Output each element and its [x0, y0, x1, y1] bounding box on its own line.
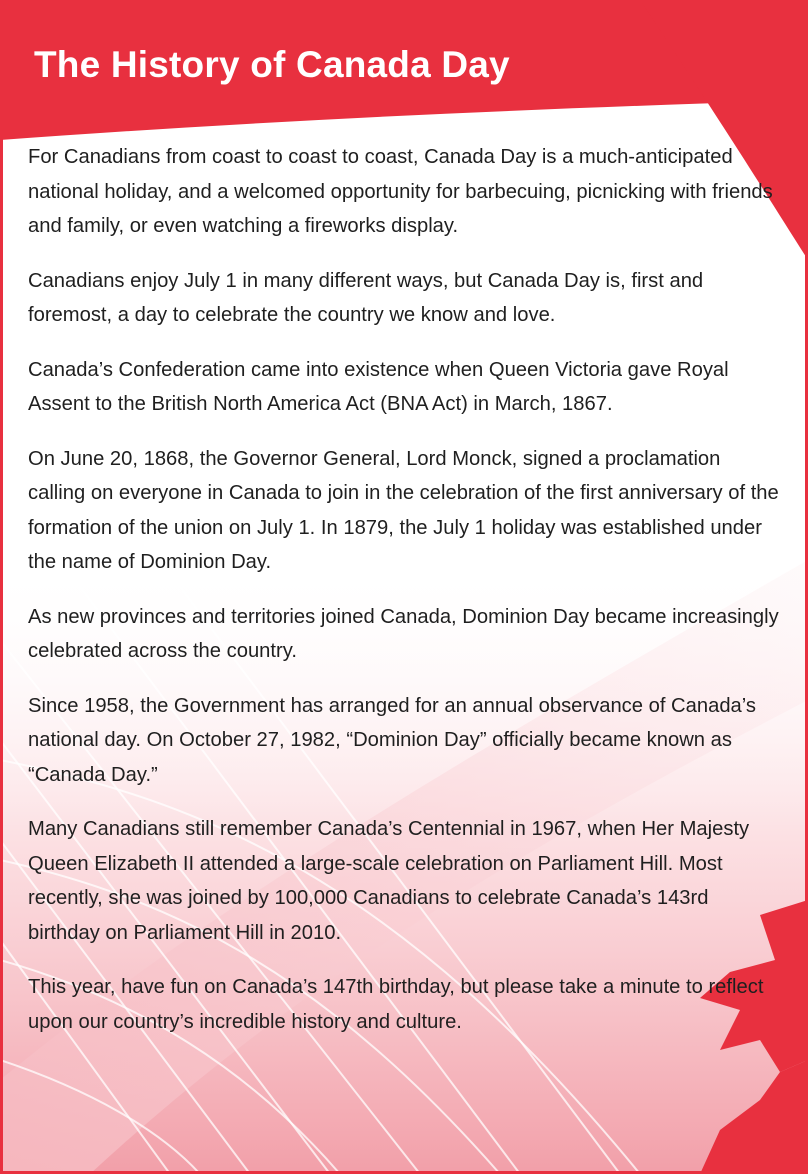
page-title: The History of Canada Day: [34, 44, 510, 85]
paragraph-proclamation: On June 20, 1868, the Governor General, Lord Monck, signed a proclamation calling on everyone in Canada to join in the celebration of the first anniversary of the formation of the union on July 1. In 1879, the July 1 holiday was established under the name of Dominion Day.: [28, 447, 779, 573]
paragraph-centennial: Many Canadians still remember Canada’s Centennial in 1967, when Her Majesty Queen Elizabeth II attended a large-scale celebration on Parliament Hill. Most recently, she was joined by 100,000 Canadians to celebrate Canada’s 143rd birthday on Parliament Hill in 2010.: [28, 818, 750, 944]
paragraph-renaming: Since 1958, the Government has arranged for an annual observance of Canada’s national day. On October 27, 1982, “Dominion Day” officially became known as “Canada Day.”: [28, 694, 756, 786]
paragraph-confederation: Canada’s Confederation came into existence when Queen Victoria gave Royal Assent to the British North America Act (BNA Act) in March, 1867.: [28, 358, 729, 415]
paragraph-intro: For Canadians from coast to coast to coast, Canada Day is a much-anticipated national holiday, and a welcomed opportunity for barbecuing, picnicking with friends and family, or even watching a fireworks display.: [28, 146, 773, 237]
paragraph-closing: This year, have fun on Canada’s 147th birthday, but please take a minute to reflect upon our country’s incredible history and culture.: [28, 976, 764, 1033]
paragraph-july-1: Canadians enjoy July 1 in many different ways, but Canada Day is, first and foremost, a day to celebrate the country we know and love.: [28, 269, 704, 326]
paragraph-provinces: As new provinces and territories joined Canada, Dominion Day became increasingly celebrated across the country.: [28, 605, 779, 662]
article-body: [28, 140, 780, 1059]
